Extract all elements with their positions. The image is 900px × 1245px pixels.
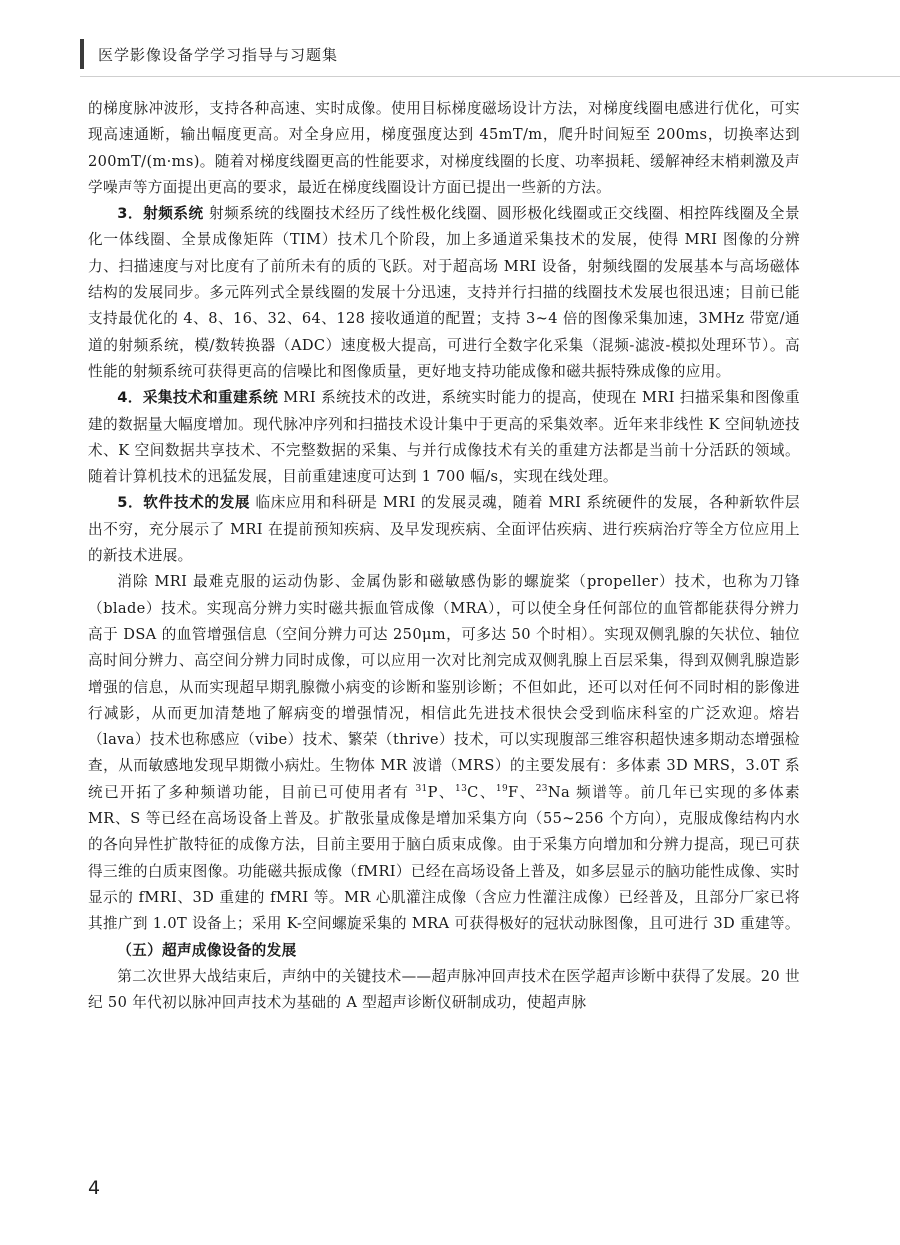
running-header <box>80 40 338 68</box>
page-number: 4 <box>88 1177 101 1199</box>
isotope-element-c: C、 <box>467 783 496 801</box>
paragraph-gradient-continued: 的梯度脉冲波形，支持各种高速、实时成像。使用目标梯度磁场设计方法，对梯度线圈电感进行优化，可实现高速通断，输出幅度更高。对全身应用，梯度强度达到 45mT/m，爬升时间短至 200ms，切换率达到 200mT/(m·ms)。随着对梯度线圈更高的性能要求，对梯度线圈的长度、功率损耗、缓解神经末梢刺激及声学噪声等方面提出更高的要求，最近在梯度线圈设计方面已提出一些新的方法。 <box>88 100 800 196</box>
isotope-mass-f: 19 <box>495 783 509 794</box>
isotope-element-f: F、 <box>508 783 536 801</box>
isotope-mass-na: 23 <box>535 783 548 794</box>
heading-acquisition: 4．采集技术和重建系统 <box>117 389 279 407</box>
section-heading-ultrasound: （五）超声成像设备的发展 <box>117 941 297 959</box>
isotope-element-na: Na <box>547 783 571 801</box>
header-rule <box>80 76 900 77</box>
isotope-element-p: P、 <box>427 783 456 801</box>
heading-rf-system: 3．射频系统 <box>117 205 204 223</box>
paragraph-acquisition <box>88 385 800 490</box>
paragraph-advanced-techniques <box>88 569 800 937</box>
header-title: 医学影像设备学学习指导与习题集 <box>98 45 339 64</box>
isotope-mass-c: 13 <box>455 783 468 794</box>
paragraph-ultrasound: 第二次世界大战结束后，声纳中的关键技术——超声脉冲回声技术在医学超声诊断中获得了发展。20 世纪 50 年代初以脉冲回声技术为基础的 A 型超声诊断仪研制成功，使超声脉 <box>88 967 800 1012</box>
paragraph-software <box>88 490 800 569</box>
paragraph-rf-system <box>88 201 800 385</box>
paragraph-software-text: 临床应用和科研是 MRI 的发展灵魂，随着 MRI 系统硬件的发展，各种新软件层出不穷，充分展示了 MRI 在提前预知疾病、及早发现疾病、全面评估疾病、进行疾病治疗等全方位应用上的新技术进展。 <box>88 494 800 565</box>
paragraph-advanced-a: 消除 MRI 最难克服的运动伪影、金属伪影和磁敏感伪影的螺旋桨（propeller）技术，也称为刀锋（blade）技术。实现高分辨力实时磁共振血管成像（MRA），可以使全身任何部位的血管都能获得分辨力高于 DSA 的血管增强信息（空间分辨力可达 250μm，可多达 50 个时相）。实现双侧乳腺的矢状位、轴位高时间分辨力、高空间分辨力同时成像，可以应用一次对比剂完成双侧乳腺上百层采集，得到双侧乳腺造影增强的信息，从而实现超早期乳腺微小病变的诊断和鉴别诊断；不但如此，还可以对任何不同时相的影像进行减影，从而更加清楚地了解病变的增强情况，相信此先进技术很快会受到临床科室的广泛欢迎。熔岩（lava）技术也称感应（vibe）技术、繁荣（thrive）技术，可以实现腹部三维容积超快速多期动态增强检查，从而敏感地发现早期微小病灶。生物体 MR 波谱（MRS）的主要发展有：多体素 3D MRS，3.0T 系统已开拓了多种频谱功能，目前已可使用者有 <box>88 573 800 801</box>
paragraph-rf-system-text: 射频系统的线圈技术经历了线性极化线圈、圆形极化线圈或正交线圈、相控阵线圈及全景化一体线圈、全景成像矩阵（TIM）技术几个阶段，加上多通道采集技术的发展，使得 MRI 图像的分辨力、扫描速度与对比度有了前所未有的质的飞跃。对于超高场 MRI 设备，射频线圈的发展基本与高场磁体结构的发展同步。多元阵列式全景线圈的发展十分迅速，支持并行扫描的线圈技术发展也很迅速；目前已能支持最优化的 4、8、16、32、64、128 接收通道的配置；支持 3~4 倍的图像采集加速，3MHz 带宽/通道的射频系统，模/数转换器（ADC）速度极大提高，可进行全数字化采集（混频-滤波-模拟处理环节）。高性能的射频系统可获得更高的信噪比和图像质量，更好地支持功能成像和磁共振特殊成像的应用。 <box>88 205 800 380</box>
header-bar <box>80 39 84 69</box>
paragraph-advanced-b: 频谱等。前几年已实现的多体素 MR、S 等已经在高场设备上普及。扩散张量成像是增加采集方向（55~256 个方向），克服成像结构内水的各向异性扩散特征的成像方法，目前主要用于脑白质束成像。由于采集方向增加和分辨力提高，现已可获得三维的白质束图像。功能磁共振成像（fMRI）已经在高场设备上普及，如多层显示的脑功能性成像、实时显示的 fMRI、3D 重建的 fMRI 等。MR 心肌灌注成像（含应力性灌注成像）已经普及，且部分厂家已将其推广到 1.0T 设备上；采用 K-空间螺旋采集的 MRA 可获得极好的冠状动脉图像，且可进行 3D 重建等。 <box>88 783 800 933</box>
page-body <box>88 96 800 1016</box>
heading-software: 5．软件技术的发展 <box>117 494 251 512</box>
isotope-mass-p: 31 <box>415 783 428 794</box>
paragraph-acquisition-text: MRI 系统技术的改进，系统实时能力的提高，使现在 MRI 扫描采集和图像重建的数据量大幅度增加。现代脉冲序列和扫描技术设计集中于更高的采集效率。近年来非线性 K 空间轨迹技术、K 空间数据共享技术、不完整数据的采集、与并行成像技术有关的重建方法都是当前十分活跃的领域。随着计算机技术的迅猛发展，目前重建速度可达到 1 700 幅/s，实现在线处理。 <box>88 389 800 486</box>
